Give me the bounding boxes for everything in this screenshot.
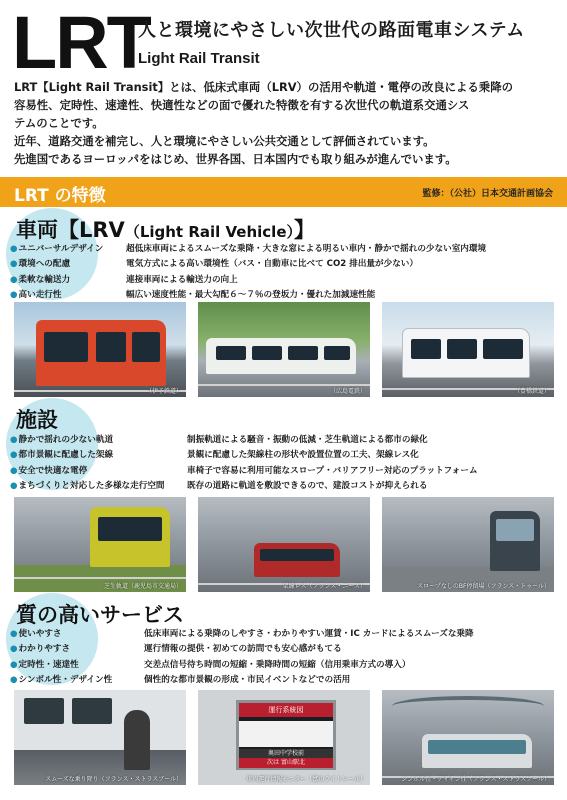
bullet-icon: ● [10,450,18,461]
bullet-icon: ● [10,659,18,670]
intro-line: LRT【Light Rail Transit】とは、低床式車両（LRV）の活用や軌道・電停の改良による乗降の [14,80,513,94]
bullet-icon: ● [10,290,18,301]
list-item: ●ユニバーサルデザイン 超低床車両によるスムーズな乗降・大きな窓による明るい車内・静かで揺れの少ない室内環境 [10,243,487,254]
photo-caption: 芝生軌道（鹿児島市交通局） [103,583,182,590]
photo-caption: （豊橋鉄道） [513,388,550,395]
bullet-icon: ● [10,644,18,655]
photo-caption: シンボル性・デザイン性（フランス・ストラスブール） [401,776,550,783]
photo-onboard-monitor [198,690,370,785]
photo-caption: スムーズな乗り降り（フランス・ストラスブール） [45,776,182,783]
list-item: ●静かで揺れの少ない軌道 制振軌道による騒音・振動の低減・芝生軌道による都市の緑化 [10,434,428,445]
photo-grass-track [14,497,186,592]
list-item: ●シンボル性・デザイン性 個性的な都市景観の形成・市民イベントなどでの活用 [10,675,351,686]
photo-catenary-free [198,497,370,592]
list-item: ●都市景観に配慮した架線 景観に配慮した架線柱の形状や設置位置の工夫、架線レス化 [10,450,419,461]
bullet-icon: ● [10,243,18,254]
bullet-icon: ● [10,628,18,639]
photo-toyotetsu-tram [382,302,554,397]
features-banner [0,177,567,207]
tram-illustration [490,511,540,571]
tram-illustration [254,543,340,577]
list-item: ●定時性・速達性 交差点信号待ち時間の短縮・乗降時間の短縮（信用乗車方式の導入） [10,659,411,670]
intro-line: 先進国であるヨーロッパをはじめ、世界各国、日本国内でも取り組みが進んでいます。 [14,152,457,166]
page-subtitle: Light Rail Transit [138,50,260,67]
banner-title: LRT の特徴 [14,186,106,206]
list-item: ●高い走行性 幅広い速度性能・最大勾配６～７％の登坂力・優れた加減速性能 [10,290,376,301]
intro-line: 容易性、定時性、速達性、快適性などの面で優れた特徴を有する次世代の軌道系交通シス [14,98,470,112]
photo-caption: スロープなしのBF停留場（フランス・トゥール） [417,583,550,590]
feature-list-facilities [10,431,560,493]
bullet-icon: ● [10,274,18,285]
photo-caption: （広島電鉄） [329,388,366,395]
feature-list-service [10,625,560,687]
tram-illustration [90,507,170,567]
list-item: ●柔軟な輸送力 連接車両による輸送力の向上 [10,274,238,285]
photo-caption: 架線レス（フランス・ニース） [282,583,366,590]
logo: LRT [12,1,150,84]
feature-list-vehicle [10,240,560,302]
tram-illustration [402,328,530,378]
bullet-icon: ● [10,259,18,270]
photo-smooth-boarding [14,690,186,785]
header [12,1,557,84]
photo-iyotetsu-tram [14,302,186,397]
photo-caption: 車内運行情報モニター（富山ライトレール） [246,776,366,783]
monitor-screen: 運行系統図 奥田中学校前 次は 富山駅北 [236,700,336,770]
intro-line: テムのことです。 [14,116,104,130]
photo-symbolic-design [382,690,554,785]
tram-illustration [36,320,166,386]
list-item: ●環境への配慮 電気方式による高い環境性（バス・自動車に比べて CO2 排出量が少ない） [10,259,418,270]
section-title-service: 質の高いサービス [16,603,184,627]
list-item: ●まちづくりと対応した多様な走行空間 既存の道路に軌道を敷設できるので、建設コストが抑えられる [10,481,428,492]
photo-hiroden-tram [198,302,370,397]
bullet-icon: ● [10,465,18,476]
tram-illustration [422,734,532,768]
bullet-icon: ● [10,481,18,492]
intro-line: 近年、道路交通を補完し、人と環境にやさしい公共交通として評価されています。 [14,134,435,148]
section-title-facilities: 施設 [16,408,58,432]
photo-barrier-free-stop [382,497,554,592]
banner-credit: 監修：（公社）日本交通計画協会 [422,189,553,199]
bullet-icon: ● [10,434,18,445]
section-title-vehicle: 車両【LRV（Light Rail Vehicle）】 [16,218,315,242]
intro-text [14,78,554,168]
list-item: ●安全で快適な電停 車椅子で容易に利用可能なスロープ・バリアフリー対応のプラットフォーム [10,465,478,476]
list-item: ●使いやすさ 低床車両による乗降のしやすさ・わかりやすい運賃・IC カードによるスムーズな乗降 [10,628,474,639]
tram-illustration [206,338,356,374]
page-title: 人と環境にやさしい次世代の路面電車システム [138,20,525,41]
list-item: ●わかりやすさ 運行情報の提供・初めての訪問でも安心感がもてる [10,644,342,655]
photo-caption: （伊予鉄道） [145,388,182,395]
bullet-icon: ● [10,675,18,686]
